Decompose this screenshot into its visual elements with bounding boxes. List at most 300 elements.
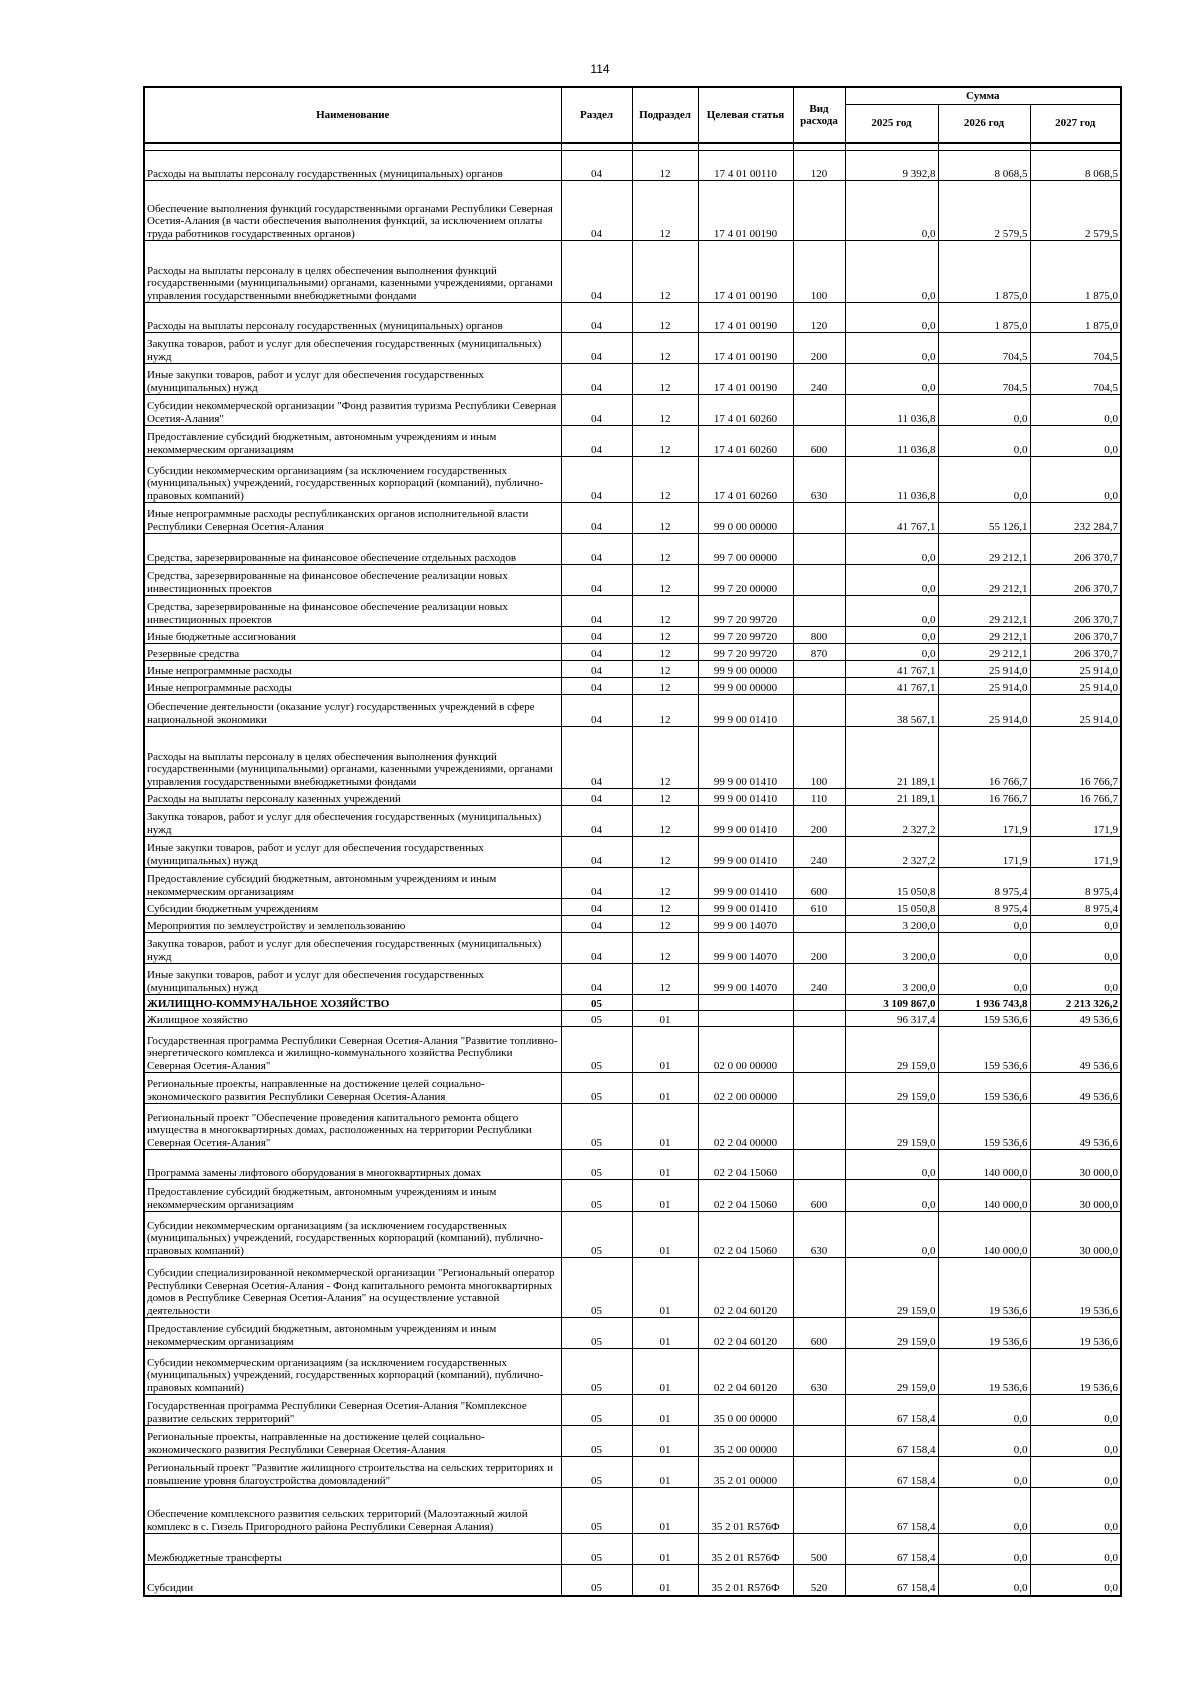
row-expense-type-cell: 200 (793, 333, 845, 364)
row-2026-cell: 55 126,1 (938, 503, 1030, 534)
row-subsection-cell: 12 (632, 964, 698, 995)
row-target-cell: 99 0 00 00000 (698, 503, 793, 534)
row-subsection-cell: 01 (632, 1150, 698, 1180)
row-subsection-cell: 01 (632, 1180, 698, 1212)
row-section-cell: 05 (561, 1318, 632, 1349)
row-subsection-cell: 12 (632, 678, 698, 695)
row-section-cell: 05 (561, 1426, 632, 1457)
row-name-cell: Иные закупки товаров, работ и услуг для обеспечения государственных (муниципальных) нужд (144, 837, 561, 868)
row-target-cell: 35 2 01 R576Ф (698, 1488, 793, 1534)
row-2026-cell: 0,0 (938, 426, 1030, 457)
row-2025-cell: 0,0 (845, 241, 938, 303)
row-2025-cell: 11 036,8 (845, 457, 938, 503)
row-target-cell: 99 7 20 00000 (698, 565, 793, 596)
row-2027-cell: 8 975,4 (1030, 868, 1121, 899)
row-name-cell: Государственная программа Республики Северная Осетия-Алания "Развитие топливно-энергетического комплекса и жилищно-коммунального хозяйства Республики Северная Осетия-Алания" (144, 1027, 561, 1073)
row-subsection-cell: 12 (632, 644, 698, 661)
row-section-cell: 04 (561, 644, 632, 661)
row-target-cell (698, 995, 793, 1011)
row-expense-type-cell (793, 1150, 845, 1180)
row-subsection-cell: 12 (632, 899, 698, 916)
row-subsection-cell: 12 (632, 596, 698, 627)
row-2026-cell: 0,0 (938, 1395, 1030, 1426)
row-2026-cell: 0,0 (938, 457, 1030, 503)
row-name-cell: Иные закупки товаров, работ и услуг для обеспечения государственных (муниципальных) нужд (144, 964, 561, 995)
row-expense-type-cell (793, 596, 845, 627)
row-subsection-cell: 01 (632, 1565, 698, 1596)
row-2026-cell: 140 000,0 (938, 1150, 1030, 1180)
row-2026-cell: 16 766,7 (938, 789, 1030, 806)
row-subsection-cell: 12 (632, 806, 698, 837)
row-expense-type-cell: 600 (793, 1318, 845, 1349)
row-2025-cell: 21 189,1 (845, 727, 938, 789)
row-name-cell: Субсидии (144, 1565, 561, 1596)
row-name-cell: Иные непрограммные расходы республиканских органов исполнительной власти Республики Северная Осетия-Алания (144, 503, 561, 534)
table-row (144, 1180, 1121, 1212)
row-2025-cell: 67 158,4 (845, 1565, 938, 1596)
row-target-cell: 35 2 01 00000 (698, 1457, 793, 1488)
row-expense-type-cell (793, 395, 845, 426)
row-2025-cell: 0,0 (845, 181, 938, 241)
row-subsection-cell: 12 (632, 868, 698, 899)
row-2026-cell: 8 975,4 (938, 868, 1030, 899)
header-sum: Сумма (845, 87, 1121, 105)
row-target-cell: 99 7 20 99720 (698, 644, 793, 661)
row-expense-type-cell (793, 181, 845, 241)
row-subsection-cell: 12 (632, 695, 698, 727)
row-expense-type-cell: 500 (793, 1534, 845, 1565)
row-expense-type-cell (793, 1011, 845, 1027)
row-2026-cell: 19 536,6 (938, 1258, 1030, 1318)
header-section: Раздел (561, 87, 632, 143)
row-2026-cell: 0,0 (938, 1565, 1030, 1596)
row-name-cell: Иные бюджетные ассигнования (144, 627, 561, 644)
table-row (144, 596, 1121, 627)
row-target-cell: 99 9 00 01410 (698, 695, 793, 727)
row-2025-cell: 29 159,0 (845, 1104, 938, 1150)
row-subsection-cell: 01 (632, 1426, 698, 1457)
table-row (144, 151, 1121, 181)
row-subsection-cell: 01 (632, 1457, 698, 1488)
row-section-cell: 05 (561, 1011, 632, 1027)
row-expense-type-cell (793, 534, 845, 565)
table-row (144, 1349, 1121, 1395)
row-target-cell: 17 4 01 60260 (698, 457, 793, 503)
row-2027-cell: 16 766,7 (1030, 789, 1121, 806)
row-2026-cell: 25 914,0 (938, 695, 1030, 727)
row-target-cell: 17 4 01 00190 (698, 241, 793, 303)
row-2027-cell: 19 536,6 (1030, 1258, 1121, 1318)
table-row (144, 426, 1121, 457)
row-section-cell: 04 (561, 426, 632, 457)
row-subsection-cell: 12 (632, 661, 698, 678)
header-target-article: Целевая статья (698, 87, 793, 143)
table-row (144, 789, 1121, 806)
row-2025-cell: 2 327,2 (845, 806, 938, 837)
row-2026-cell: 29 212,1 (938, 644, 1030, 661)
row-section-cell: 04 (561, 503, 632, 534)
row-target-cell: 17 4 01 60260 (698, 395, 793, 426)
row-name-cell: Средства, зарезервированные на финансовое обеспечение отдельных расходов (144, 534, 561, 565)
row-subsection-cell: 01 (632, 1073, 698, 1104)
row-2027-cell: 171,9 (1030, 806, 1121, 837)
row-subsection-cell: 12 (632, 241, 698, 303)
row-name-cell: Предоставление субсидий бюджетным, автономным учреждениям и иным некоммерческим организациям (144, 426, 561, 457)
row-subsection-cell: 12 (632, 181, 698, 241)
row-subsection-cell: 01 (632, 1258, 698, 1318)
row-section-cell: 04 (561, 303, 632, 333)
row-name-cell: Резервные средства (144, 644, 561, 661)
row-2026-cell: 140 000,0 (938, 1212, 1030, 1258)
table-row (144, 1426, 1121, 1457)
row-2026-cell: 704,5 (938, 333, 1030, 364)
row-2027-cell: 704,5 (1030, 333, 1121, 364)
row-subsection-cell: 12 (632, 457, 698, 503)
row-subsection-cell: 12 (632, 916, 698, 933)
row-name-cell: Обеспечение деятельности (оказание услуг) государственных учреждений в сфере национальной экономики (144, 695, 561, 727)
row-2026-cell: 0,0 (938, 1534, 1030, 1565)
row-2027-cell: 0,0 (1030, 426, 1121, 457)
table-row (144, 916, 1121, 933)
row-expense-type-cell: 520 (793, 1565, 845, 1596)
header-name: Наименование (144, 87, 561, 143)
header-subsection: Подраздел (632, 87, 698, 143)
table-row (144, 457, 1121, 503)
row-expense-type-cell: 240 (793, 837, 845, 868)
row-name-cell: Обеспечение комплексного развития сельских территорий (Малоэтажный жилой комплекс в с. Гизель Пригородного района Республики Северная Алания) (144, 1488, 561, 1534)
row-2026-cell: 8 975,4 (938, 899, 1030, 916)
row-section-cell: 04 (561, 364, 632, 395)
row-2027-cell: 0,0 (1030, 1395, 1121, 1426)
row-expense-type-cell: 630 (793, 1349, 845, 1395)
row-2025-cell: 29 159,0 (845, 1073, 938, 1104)
row-expense-type-cell: 600 (793, 868, 845, 899)
row-2027-cell: 8 068,5 (1030, 151, 1121, 181)
row-expense-type-cell (793, 1457, 845, 1488)
row-section-cell: 04 (561, 181, 632, 241)
row-2027-cell: 19 536,6 (1030, 1318, 1121, 1349)
table-row (144, 1565, 1121, 1596)
row-subsection-cell: 12 (632, 151, 698, 181)
table-row (144, 695, 1121, 727)
row-name-cell: Региональный проект "Обеспечение проведения капитального ремонта общего имущества в многоквартирных домах, расположенных на территории Республики Северная Осетия-Алания" (144, 1104, 561, 1150)
row-target-cell: 99 9 00 00000 (698, 678, 793, 695)
row-2025-cell: 3 200,0 (845, 933, 938, 964)
row-name-cell: Обеспечение выполнения функций государственными органами Республики Северная Осетия-Алания (в части обеспечения выполнения функций, за исключением оплаты труда работников государственных органов) (144, 181, 561, 241)
row-name-cell: Региональные проекты, направленные на достижение целей социально-экономического развития Республики Северная Осетия-Алания (144, 1426, 561, 1457)
row-2026-cell: 171,9 (938, 837, 1030, 868)
row-section-cell: 05 (561, 995, 632, 1011)
row-2027-cell: 49 536,6 (1030, 1011, 1121, 1027)
row-subsection-cell: 12 (632, 364, 698, 395)
row-target-cell: 02 2 00 00000 (698, 1073, 793, 1104)
table-row (144, 837, 1121, 868)
row-expense-type-cell (793, 565, 845, 596)
row-2027-cell: 49 536,6 (1030, 1073, 1121, 1104)
row-2027-cell: 0,0 (1030, 395, 1121, 426)
row-subsection-cell: 01 (632, 1349, 698, 1395)
row-target-cell: 02 2 04 15060 (698, 1212, 793, 1258)
budget-table (143, 86, 1122, 1597)
row-2026-cell: 0,0 (938, 916, 1030, 933)
header-2026: 2026 год (938, 105, 1030, 144)
row-expense-type-cell: 120 (793, 303, 845, 333)
row-target-cell: 99 7 20 99720 (698, 627, 793, 644)
row-2027-cell: 1 875,0 (1030, 241, 1121, 303)
row-expense-type-cell (793, 661, 845, 678)
row-name-cell: Субсидии некоммерческой организации "Фонд развития туризма Республики Северная Осетия-Алания" (144, 395, 561, 426)
row-2025-cell: 0,0 (845, 333, 938, 364)
row-2025-cell: 67 158,4 (845, 1534, 938, 1565)
row-subsection-cell (632, 995, 698, 1011)
row-2026-cell: 1 875,0 (938, 241, 1030, 303)
row-name-cell: Программа замены лифтового оборудования в многоквартирных домах (144, 1150, 561, 1180)
row-target-cell: 02 0 00 00000 (698, 1027, 793, 1073)
row-name-cell: Средства, зарезервированные на финансовое обеспечение реализации новых инвестиционных проектов (144, 565, 561, 596)
row-target-cell: 99 7 00 00000 (698, 534, 793, 565)
row-2027-cell: 206 370,7 (1030, 644, 1121, 661)
row-2027-cell: 171,9 (1030, 837, 1121, 868)
row-2027-cell: 0,0 (1030, 1534, 1121, 1565)
row-2027-cell: 0,0 (1030, 1565, 1121, 1596)
row-2027-cell: 0,0 (1030, 916, 1121, 933)
row-target-cell: 99 9 00 01410 (698, 727, 793, 789)
row-target-cell: 99 9 00 01410 (698, 806, 793, 837)
row-section-cell: 05 (561, 1212, 632, 1258)
row-expense-type-cell (793, 1027, 845, 1073)
row-name-cell: Предоставление субсидий бюджетным, автономным учреждениям и иным некоммерческим организациям (144, 1318, 561, 1349)
row-section-cell: 04 (561, 868, 632, 899)
row-expense-type-cell: 630 (793, 1212, 845, 1258)
row-2025-cell: 96 317,4 (845, 1011, 938, 1027)
row-section-cell: 05 (561, 1534, 632, 1565)
row-2026-cell: 29 212,1 (938, 534, 1030, 565)
row-subsection-cell: 01 (632, 1027, 698, 1073)
row-subsection-cell: 12 (632, 565, 698, 596)
row-2027-cell: 30 000,0 (1030, 1150, 1121, 1180)
row-2026-cell: 1 875,0 (938, 303, 1030, 333)
row-2025-cell: 29 159,0 (845, 1318, 938, 1349)
table-body (144, 143, 1121, 1596)
row-expense-type-cell: 200 (793, 933, 845, 964)
row-expense-type-cell (793, 916, 845, 933)
row-2026-cell: 171,9 (938, 806, 1030, 837)
row-section-cell: 05 (561, 1027, 632, 1073)
row-name-cell: ЖИЛИЩНО-КОММУНАЛЬНОЕ ХОЗЯЙСТВО (144, 995, 561, 1011)
row-section-cell: 04 (561, 695, 632, 727)
row-target-cell: 99 7 20 99720 (698, 596, 793, 627)
row-2026-cell: 8 068,5 (938, 151, 1030, 181)
row-subsection-cell: 12 (632, 727, 698, 789)
table-row (144, 1258, 1121, 1318)
row-name-cell: Региональные проекты, направленные на достижение целей социально-экономического развития Республики Северная Осетия-Алания (144, 1073, 561, 1104)
row-section-cell: 04 (561, 837, 632, 868)
header-2027: 2027 год (1030, 105, 1121, 144)
row-expense-type-cell (793, 995, 845, 1011)
table-row (144, 964, 1121, 995)
row-section-cell: 04 (561, 727, 632, 789)
table-row (144, 1488, 1121, 1534)
row-2027-cell: 232 284,7 (1030, 503, 1121, 534)
row-section-cell: 04 (561, 151, 632, 181)
row-2026-cell: 0,0 (938, 1426, 1030, 1457)
row-target-cell: 02 2 04 00000 (698, 1104, 793, 1150)
row-name-cell: Расходы на выплаты персоналу государственных (муниципальных) органов (144, 303, 561, 333)
row-2025-cell: 11 036,8 (845, 426, 938, 457)
row-name-cell: Предоставление субсидий бюджетным, автономным учреждениям и иным некоммерческим организациям (144, 868, 561, 899)
row-section-cell: 04 (561, 241, 632, 303)
row-2027-cell: 30 000,0 (1030, 1180, 1121, 1212)
row-target-cell (698, 1011, 793, 1027)
row-2027-cell: 0,0 (1030, 1426, 1121, 1457)
row-section-cell: 04 (561, 899, 632, 916)
row-subsection-cell: 01 (632, 1212, 698, 1258)
table-row (144, 1534, 1121, 1565)
row-target-cell: 02 2 04 60120 (698, 1258, 793, 1318)
row-2027-cell: 25 914,0 (1030, 678, 1121, 695)
row-subsection-cell: 12 (632, 303, 698, 333)
row-2025-cell: 29 159,0 (845, 1027, 938, 1073)
row-expense-type-cell: 600 (793, 426, 845, 457)
row-2027-cell: 2 213 326,2 (1030, 995, 1121, 1011)
row-2026-cell: 19 536,6 (938, 1349, 1030, 1395)
row-2027-cell: 0,0 (1030, 1457, 1121, 1488)
row-target-cell: 35 2 00 00000 (698, 1426, 793, 1457)
row-2027-cell: 30 000,0 (1030, 1212, 1121, 1258)
row-target-cell: 17 4 01 00190 (698, 181, 793, 241)
row-name-cell: Иные непрограммные расходы (144, 678, 561, 695)
row-name-cell: Региональный проект "Развитие жилищного строительства на сельских территориях и повышение уровня благоустройства домовладений" (144, 1457, 561, 1488)
row-expense-type-cell: 610 (793, 899, 845, 916)
row-2027-cell: 8 975,4 (1030, 899, 1121, 916)
row-2025-cell: 29 159,0 (845, 1258, 938, 1318)
row-expense-type-cell: 870 (793, 644, 845, 661)
row-expense-type-cell: 240 (793, 964, 845, 995)
table-row (144, 565, 1121, 596)
row-section-cell: 05 (561, 1180, 632, 1212)
row-2026-cell: 0,0 (938, 1488, 1030, 1534)
row-target-cell: 99 9 00 01410 (698, 868, 793, 899)
table-row (144, 534, 1121, 565)
row-section-cell: 04 (561, 806, 632, 837)
row-expense-type-cell (793, 1426, 845, 1457)
row-section-cell: 04 (561, 964, 632, 995)
row-target-cell: 99 9 00 01410 (698, 837, 793, 868)
row-target-cell: 35 0 00 00000 (698, 1395, 793, 1426)
row-2027-cell: 0,0 (1030, 964, 1121, 995)
row-target-cell: 17 4 01 00110 (698, 151, 793, 181)
table-row (144, 868, 1121, 899)
row-expense-type-cell: 110 (793, 789, 845, 806)
row-name-cell: Субсидии специализированной некоммерческой организации "Региональный оператор Республики Северная Осетия-Алания - Фонд капитального ремонта многоквартирных домов в Республике Северная Осетия-Алания" на осуществление уставной деятельности (144, 1258, 561, 1318)
row-section-cell: 04 (561, 933, 632, 964)
row-2027-cell: 2 579,5 (1030, 181, 1121, 241)
row-2027-cell: 206 370,7 (1030, 534, 1121, 565)
row-2025-cell: 0,0 (845, 627, 938, 644)
row-name-cell: Межбюджетные трансферты (144, 1534, 561, 1565)
row-2025-cell: 41 767,1 (845, 678, 938, 695)
row-2027-cell: 16 766,7 (1030, 727, 1121, 789)
row-section-cell: 04 (561, 395, 632, 426)
row-2027-cell: 206 370,7 (1030, 565, 1121, 596)
row-2026-cell: 29 212,1 (938, 627, 1030, 644)
table-header (144, 87, 1121, 143)
table-row (144, 1318, 1121, 1349)
row-2026-cell: 159 536,6 (938, 1011, 1030, 1027)
row-2025-cell: 0,0 (845, 644, 938, 661)
row-target-cell: 17 4 01 60260 (698, 426, 793, 457)
row-name-cell: Закупка товаров, работ и услуг для обеспечения государственных (муниципальных) нужд (144, 933, 561, 964)
table-row (144, 806, 1121, 837)
row-section-cell: 05 (561, 1073, 632, 1104)
row-2026-cell: 704,5 (938, 364, 1030, 395)
row-target-cell: 35 2 01 R576Ф (698, 1534, 793, 1565)
row-target-cell: 99 9 00 14070 (698, 916, 793, 933)
row-2027-cell: 49 536,6 (1030, 1104, 1121, 1150)
row-2025-cell: 67 158,4 (845, 1457, 938, 1488)
table-row (144, 678, 1121, 695)
row-subsection-cell: 12 (632, 333, 698, 364)
row-2025-cell: 67 158,4 (845, 1488, 938, 1534)
row-expense-type-cell: 800 (793, 627, 845, 644)
row-subsection-cell: 12 (632, 789, 698, 806)
row-2026-cell: 25 914,0 (938, 678, 1030, 695)
row-2025-cell: 67 158,4 (845, 1395, 938, 1426)
table-row (144, 644, 1121, 661)
row-2025-cell: 11 036,8 (845, 395, 938, 426)
row-name-cell: Иные непрограммные расходы (144, 661, 561, 678)
header-2025: 2025 год (845, 105, 938, 144)
row-2026-cell: 0,0 (938, 964, 1030, 995)
table-row (144, 727, 1121, 789)
row-2025-cell: 0,0 (845, 1150, 938, 1180)
row-2025-cell: 3 200,0 (845, 916, 938, 933)
row-expense-type-cell (793, 678, 845, 695)
row-target-cell: 99 9 00 14070 (698, 933, 793, 964)
row-2026-cell: 29 212,1 (938, 596, 1030, 627)
row-expense-type-cell (793, 695, 845, 727)
row-2026-cell: 0,0 (938, 933, 1030, 964)
table-row (144, 364, 1121, 395)
row-2027-cell: 206 370,7 (1030, 596, 1121, 627)
row-target-cell: 17 4 01 00190 (698, 364, 793, 395)
row-2025-cell: 29 159,0 (845, 1349, 938, 1395)
row-target-cell: 99 9 00 00000 (698, 661, 793, 678)
row-2025-cell: 0,0 (845, 565, 938, 596)
row-2025-cell: 2 327,2 (845, 837, 938, 868)
table-row (144, 503, 1121, 534)
table-row (144, 1212, 1121, 1258)
row-section-cell: 05 (561, 1104, 632, 1150)
row-target-cell: 35 2 01 R576Ф (698, 1565, 793, 1596)
table-row (144, 395, 1121, 426)
row-2025-cell: 9 392,8 (845, 151, 938, 181)
row-2025-cell: 15 050,8 (845, 899, 938, 916)
table-row (144, 1073, 1121, 1104)
row-2026-cell: 0,0 (938, 1457, 1030, 1488)
table-row (144, 995, 1121, 1011)
row-2025-cell: 21 189,1 (845, 789, 938, 806)
table-row (144, 1457, 1121, 1488)
row-2025-cell: 67 158,4 (845, 1426, 938, 1457)
row-section-cell: 04 (561, 333, 632, 364)
row-2026-cell: 16 766,7 (938, 727, 1030, 789)
row-2027-cell: 0,0 (1030, 1488, 1121, 1534)
row-expense-type-cell (793, 1395, 845, 1426)
row-name-cell: Закупка товаров, работ и услуг для обеспечения государственных (муниципальных) нужд (144, 333, 561, 364)
row-subsection-cell: 12 (632, 534, 698, 565)
row-expense-type-cell: 100 (793, 727, 845, 789)
